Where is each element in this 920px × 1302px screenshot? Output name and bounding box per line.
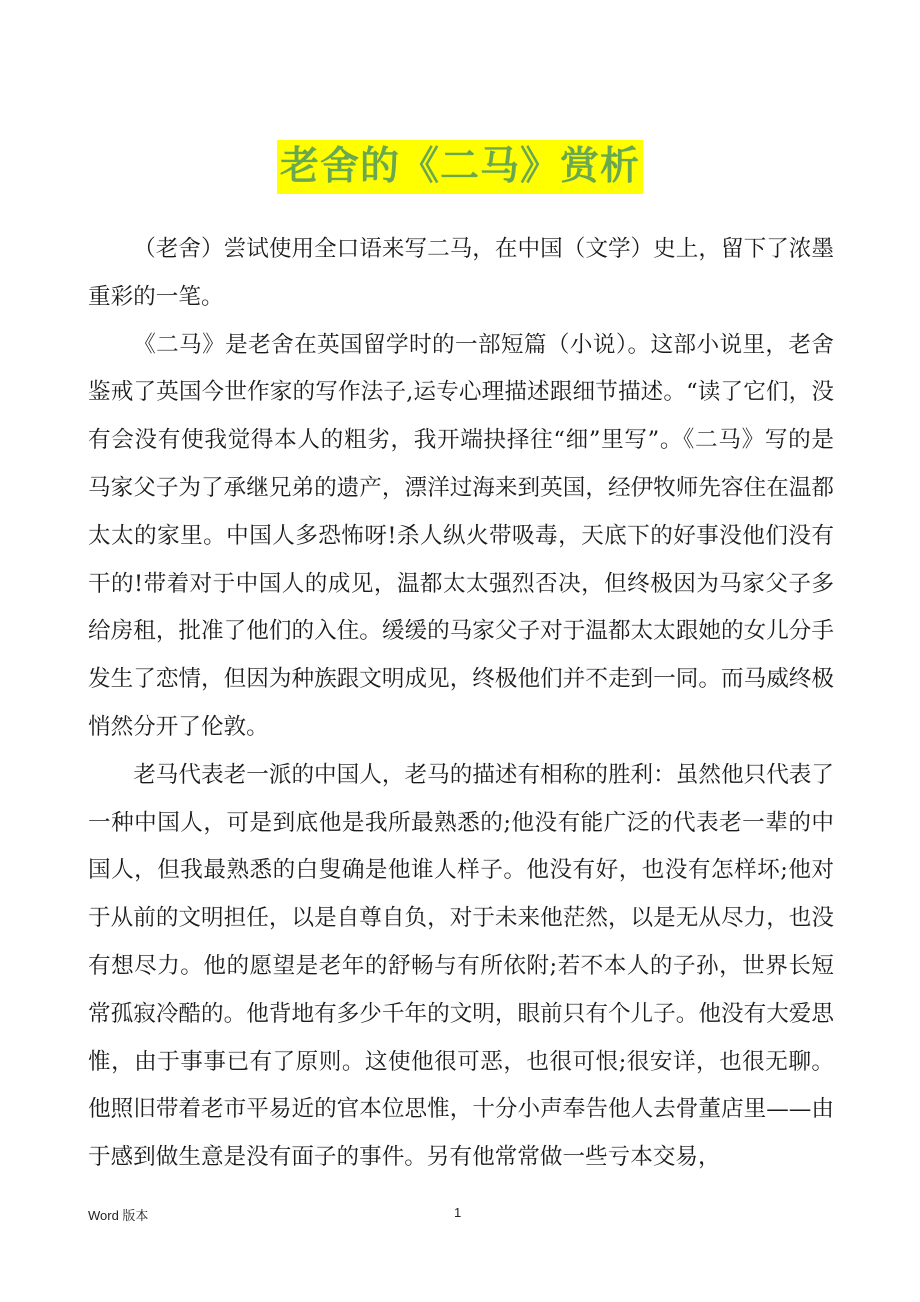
- paragraph: （老舍）尝试使用全口语来写二马，在中国（文学）史上，留下了浓墨重彩的一笔。: [88, 236, 834, 310]
- page-number: 1: [454, 1205, 462, 1220]
- paragraph: 《二马》是老舍在英国留学时的一部短篇（小说）。这部小说里，老舍鉴戒了英国今世作家的写作法子,运专心理描述跟细节描述。“读了它们，没有会没有使我觉得本人的粗劣，我开端抉择往“细”里写”。《二马》写的是马家父子为了承继兄弟的遗产，漂洋过海来到英国，经伊牧师先容住在温都太太的家里。中国人多恐怖呀!杀人纵火带吸毒，天底下的好事没他们没有干的!带着对于中国人的成见，温都太太强烈否决，但终极因为马家父子多给房租，批准了他们的入住。缓缓的马家父子对于温都太太跟她的女儿分手发生了恋情，但因为种族跟文明成见，终极他们并不走到一同。而马威终极悄然分开了伦敦。: [88, 331, 834, 740]
- document-title: 老舍的《二马》赏析: [277, 140, 643, 194]
- footer-label: Word 版本: [88, 1208, 149, 1223]
- document-body: [88, 226, 834, 1182]
- paragraph: 老马代表老一派的中国人，老马的描述有相称的胜利：虽然他只代表了一种中国人，可是到底他是我所最熟悉的;他没有能广泛的代表老一辈的中国人，但我最熟悉的白叟确是他谁人样子。他没有好，也没有怎样坏;他对于从前的文明担任，以是自尊自负，对于未来他茫然，以是无从尽力，也没有想尽力。他的愿望是老年的舒畅与有所依附;若不本人的子孙，世界长短常孤寂冷酷的。他背地有多少千年的文明，眼前只有个儿子。他没有大爱思惟，由于事事已有了原则。这使他很可恶，也很可恨;很安详，也很无聊。他照旧带着老市平易近的官本位思惟，十分小声奉告他人去骨董店里——由于感到做生意是没有面子的事件。另有他常常做一些亏本交易，: [88, 761, 834, 1171]
- title-container: [0, 140, 920, 194]
